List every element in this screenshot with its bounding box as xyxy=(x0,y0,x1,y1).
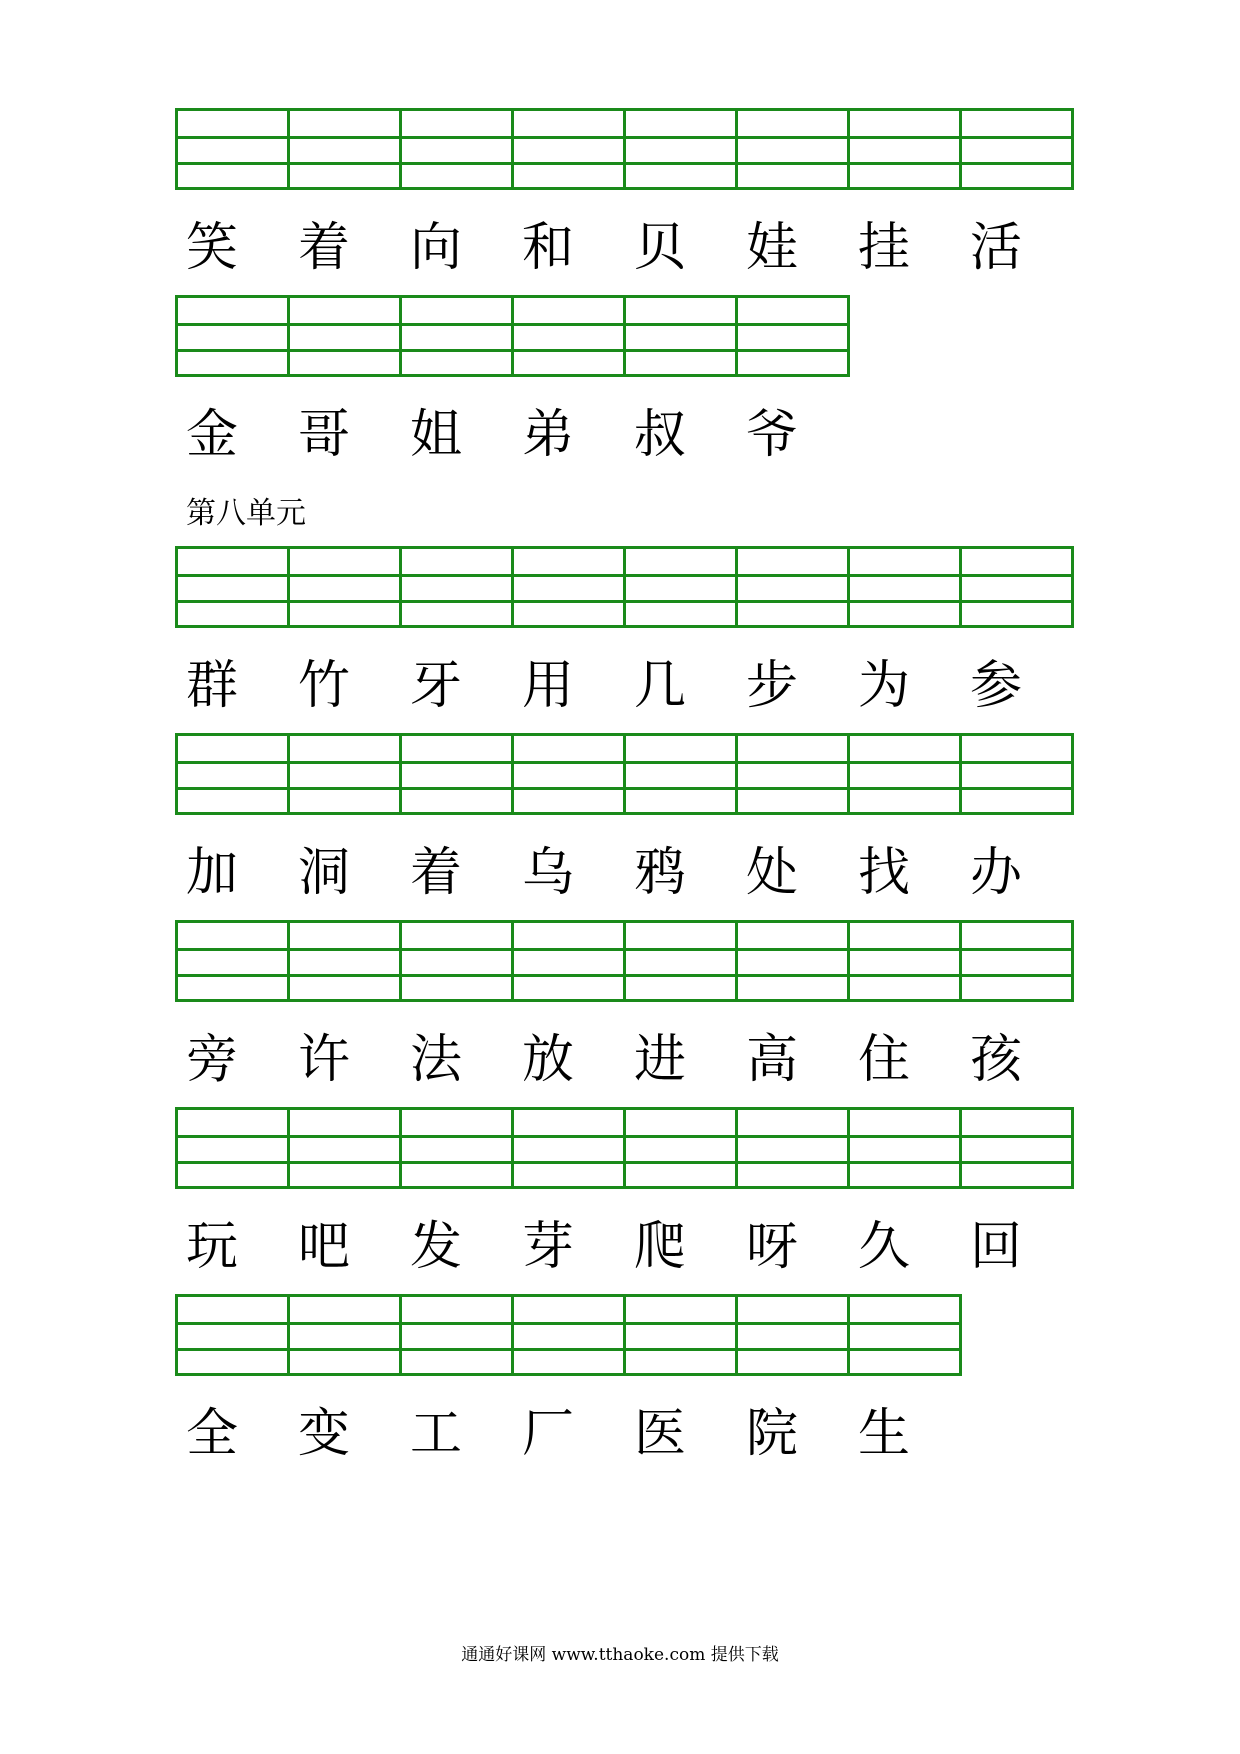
grid-cell xyxy=(962,923,1074,999)
character: 和 xyxy=(522,218,575,278)
grid-cell xyxy=(290,1297,402,1373)
pinyin-grid-row-5 xyxy=(175,920,1074,1002)
character: 找 xyxy=(858,843,911,903)
character: 玩 xyxy=(186,1217,239,1277)
character: 爷 xyxy=(746,405,799,465)
character: 几 xyxy=(634,656,687,716)
grid-cell xyxy=(626,111,738,187)
character: 高 xyxy=(746,1030,799,1090)
grid-cell xyxy=(178,298,290,374)
character: 吧 xyxy=(298,1217,351,1277)
character-row-4 xyxy=(186,843,1082,903)
character: 姐 xyxy=(410,405,463,465)
character: 久 xyxy=(858,1217,911,1277)
pinyin-grid-row-7 xyxy=(175,1294,962,1376)
character: 爬 xyxy=(634,1217,687,1277)
grid-cell xyxy=(290,736,402,812)
grid-cell xyxy=(738,549,850,625)
grid-cell xyxy=(178,549,290,625)
character: 生 xyxy=(858,1404,911,1464)
pinyin-grid-row-1 xyxy=(175,108,1074,190)
grid-cell xyxy=(290,1110,402,1186)
character: 用 xyxy=(522,656,575,716)
character: 医 xyxy=(634,1404,687,1464)
character: 工 xyxy=(410,1404,463,1464)
grid-cell xyxy=(738,1297,850,1373)
grid-cell xyxy=(402,1297,514,1373)
grid-cell xyxy=(178,736,290,812)
grid-cell xyxy=(850,111,962,187)
grid-cell xyxy=(514,1110,626,1186)
character: 发 xyxy=(410,1217,463,1277)
grid-cell xyxy=(626,549,738,625)
pinyin-grid-row-4 xyxy=(175,733,1074,815)
grid-cell xyxy=(290,298,402,374)
grid-cell xyxy=(514,111,626,187)
grid-cell xyxy=(402,111,514,187)
grid-cell xyxy=(738,1110,850,1186)
pinyin-grid-row-3 xyxy=(175,546,1074,628)
grid-cell xyxy=(178,111,290,187)
grid-cell xyxy=(178,923,290,999)
character: 院 xyxy=(746,1404,799,1464)
character: 芽 xyxy=(522,1217,575,1277)
character: 向 xyxy=(410,218,463,278)
character: 着 xyxy=(298,218,351,278)
character: 回 xyxy=(970,1217,1023,1277)
character: 为 xyxy=(858,656,911,716)
character: 活 xyxy=(970,218,1023,278)
grid-cell xyxy=(514,1297,626,1373)
grid-cell xyxy=(178,1297,290,1373)
grid-cell xyxy=(962,736,1074,812)
grid-cell xyxy=(514,549,626,625)
character: 全 xyxy=(186,1404,239,1464)
character-row-6 xyxy=(186,1217,1082,1277)
grid-cell xyxy=(290,549,402,625)
grid-cell xyxy=(402,923,514,999)
character: 进 xyxy=(634,1030,687,1090)
grid-cell xyxy=(738,298,850,374)
grid-cell xyxy=(290,111,402,187)
unit-title: 第八单元 xyxy=(186,496,306,531)
grid-cell xyxy=(626,923,738,999)
character: 许 xyxy=(298,1030,351,1090)
character: 哥 xyxy=(298,405,351,465)
character: 法 xyxy=(410,1030,463,1090)
grid-cell xyxy=(514,736,626,812)
character-row-2 xyxy=(186,405,858,465)
character: 着 xyxy=(410,843,463,903)
grid-cell xyxy=(626,298,738,374)
character: 办 xyxy=(970,843,1023,903)
character: 住 xyxy=(858,1030,911,1090)
grid-cell xyxy=(402,549,514,625)
grid-cell xyxy=(626,1297,738,1373)
character: 放 xyxy=(522,1030,575,1090)
grid-cell xyxy=(514,923,626,999)
character: 乌 xyxy=(522,843,575,903)
character: 加 xyxy=(186,843,239,903)
grid-cell xyxy=(738,736,850,812)
character: 金 xyxy=(186,405,239,465)
character: 洞 xyxy=(298,843,351,903)
character: 鸦 xyxy=(634,843,687,903)
grid-cell xyxy=(402,298,514,374)
character: 竹 xyxy=(298,656,351,716)
grid-cell xyxy=(850,1110,962,1186)
character: 处 xyxy=(746,843,799,903)
character-row-1 xyxy=(186,218,1082,278)
character: 步 xyxy=(746,656,799,716)
character: 娃 xyxy=(746,218,799,278)
character: 厂 xyxy=(522,1404,575,1464)
footer-credit: 通通好课网 www.tthaoke.com 提供下载 xyxy=(461,1645,779,1665)
character: 叔 xyxy=(634,405,687,465)
character: 弟 xyxy=(522,405,575,465)
grid-cell xyxy=(178,1110,290,1186)
grid-cell xyxy=(850,549,962,625)
character: 孩 xyxy=(970,1030,1023,1090)
grid-cell xyxy=(850,736,962,812)
grid-cell xyxy=(962,1110,1074,1186)
character: 呀 xyxy=(746,1217,799,1277)
character-row-3 xyxy=(186,656,1082,716)
grid-cell xyxy=(962,111,1074,187)
character: 参 xyxy=(970,656,1023,716)
character: 贝 xyxy=(634,218,687,278)
grid-cell xyxy=(626,1110,738,1186)
character: 群 xyxy=(186,656,239,716)
grid-cell xyxy=(850,923,962,999)
pinyin-grid-row-2 xyxy=(175,295,850,377)
character: 旁 xyxy=(186,1030,239,1090)
character-row-7 xyxy=(186,1404,970,1464)
character: 变 xyxy=(298,1404,351,1464)
character: 挂 xyxy=(858,218,911,278)
grid-cell xyxy=(402,736,514,812)
grid-cell xyxy=(850,1297,962,1373)
grid-cell xyxy=(514,298,626,374)
grid-cell xyxy=(402,1110,514,1186)
grid-cell xyxy=(738,923,850,999)
pinyin-grid-row-6 xyxy=(175,1107,1074,1189)
grid-cell xyxy=(626,736,738,812)
character-row-5 xyxy=(186,1030,1082,1090)
character: 牙 xyxy=(410,656,463,716)
grid-cell xyxy=(738,111,850,187)
grid-cell xyxy=(962,549,1074,625)
grid-cell xyxy=(290,923,402,999)
character: 笑 xyxy=(186,218,239,278)
